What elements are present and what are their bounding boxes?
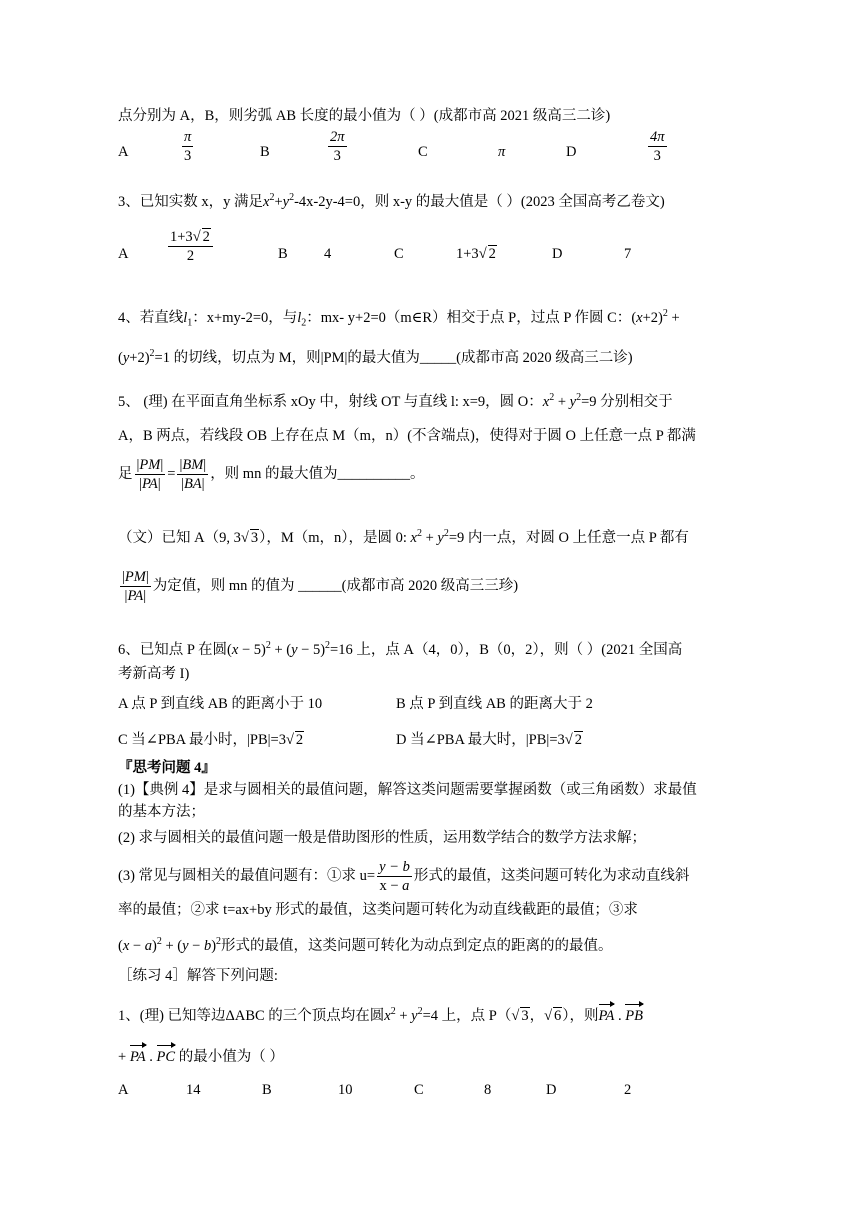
q3-option-c-letter: C [394, 246, 404, 262]
practice-title: ［练习 4］解答下列问题: [118, 968, 278, 984]
practice-q1-line-2: + PA . PC 的最小值为（ ） [118, 1044, 284, 1067]
q3-option-c-value: 1+3√ 2 [456, 246, 496, 262]
q3-option-a-value: $\frac{1+3√ 2}{2}$ [166, 228, 215, 265]
q5-line-2: A，B 两点，若线段 OB 上存在点 M（m，n）(不含端点)，使得对于圆 O 上任意一点 P 都满 [118, 428, 696, 444]
practice-option-c-value: 8 [484, 1082, 492, 1098]
q4-line-2: $(y+2)^2=1$ 的切线，切点为 M，则|PM|的最大值为_____(成都市高 2020 级高三二诊) [118, 348, 633, 366]
q3-option-b-letter: B [278, 246, 288, 262]
practice-option-c-letter: C [414, 1082, 424, 1098]
q6-option-d: D 当∠PBA 最大时，|PB|=3√ 2 [396, 732, 582, 748]
q6-option-c: C 当∠PBA 最小时，|PB|=3√ 2 [118, 732, 304, 748]
practice-option-a-letter: A [118, 1082, 129, 1098]
q3-option-d-value: 7 [624, 246, 632, 262]
q3-option-b-value: 4 [324, 246, 332, 262]
q2-option-b-letter: B [260, 144, 270, 160]
q3-option-d-letter: D [552, 246, 563, 262]
q3-stem: 3、已知实数 x，y 满足$x^2+y^2-4x-2y-4=0$，则 x-y 的最大值是（ ）(2023 全国高考乙卷文) [118, 192, 665, 210]
q2-option-b-value: $\frac{2\pi}{3}$ [330, 129, 345, 164]
q5-wen-line-1: （文）已知 A（9, 3√ 3），M（m，n），是圆 0: $x^2 + y^2=9$ 内一点，对圆 O 上任意一点 P 都有 [118, 528, 689, 546]
think-p1a: (1)【典例 4】是求与圆相关的最值问题，解答这类问题需要掌握函数（或三角函数）求最值 [118, 782, 697, 798]
q5-line-3: 足 $\frac{|PM|}{|PA|}$ = $\frac{|BM|}{|BA|}$ ，则 mn 的最大值为__________。 [118, 457, 425, 492]
q2-option-d-value: $\frac{4\pi}{3}$ [650, 129, 665, 164]
q2-option-a-value: $\frac{\pi}{3}$ [184, 129, 192, 164]
think-p4: 率的最值；②求 t=ax+by 形式的最值，这类问题可转化为动直线截距的最值；③求 [118, 902, 638, 918]
practice-option-d-letter: D [546, 1082, 557, 1098]
practice-option-b-value: 10 [338, 1082, 353, 1098]
q2-option-d-letter: D [566, 144, 577, 160]
q5-line-1: 5、 (理) 在平面直角坐标系 xOy 中，射线 OT 与直线 l: x=9，圆 O：$x^2 + y^2=9$ 分别相交于 [118, 392, 673, 410]
q2-option-a-letter: A [118, 144, 129, 160]
q6-line-1: 6、已知点 P 在圆$(x - 5)^2 + (y - 5)^2=16$ 上，点 A（4，0），B（0，2），则（ ）(2021 全国高 [118, 640, 683, 658]
practice-option-d-value: 2 [624, 1082, 632, 1098]
q2-text: 点分别为 A，B，则劣弧 AB 长度的最小值为（ ）(成都市高 2021 级高三二诊) [118, 108, 611, 124]
q2-option-c-letter: C [418, 144, 428, 160]
practice-option-a-value: 14 [186, 1082, 201, 1098]
q3-option-a-letter: A [118, 246, 129, 262]
q6-option-b: B 点 P 到直线 AB 的距离大于 2 [396, 696, 593, 712]
think-title: 『思考问题 4』 [118, 760, 216, 776]
q6-option-a: A 点 P 到直线 AB 的距离小于 10 [118, 696, 323, 712]
practice-q1-line-1: 1、(理) 已知等边ΔABC 的三个顶点均在圆$x^2 + y^2=4$ 上，点 P（√ 3，√ 6），则PA . PB [118, 1002, 643, 1026]
q2-option-c-value: π [498, 144, 506, 160]
q6-line-2: 考新高考 I) [118, 666, 190, 682]
q4-line-1: 4、若直线$l_1$：x+my-2=0，与$l_2$：mx- y+2=0（m∈R）相交于点 P，过点 P 作圆 C：$(x+2)^2$ + [118, 308, 680, 329]
think-p1b: 的基本方法； [118, 804, 205, 820]
think-p5: $(x - a)^2 + (y - b)^2$形式的最值，这类问题可转化为动点到定点的距离的的最值。 [118, 936, 613, 954]
think-p2: (2) 求与圆相关的最值问题一般是借助图形的性质，运用数学结合的数学方法求解； [118, 830, 647, 846]
practice-option-b-letter: B [262, 1082, 272, 1098]
think-p3: (3) 常见与圆相关的最值问题有：①求 u= $\frac{y - b}{x - a}$ 形式的最值，这类问题可转化为求动直线斜 [118, 859, 690, 894]
q5-wen-line-2: $\frac{|PM|}{|PA|}$ 为定值，则 mn 的值为 ______(成都市高 2020 级高三三珍) [122, 569, 519, 604]
